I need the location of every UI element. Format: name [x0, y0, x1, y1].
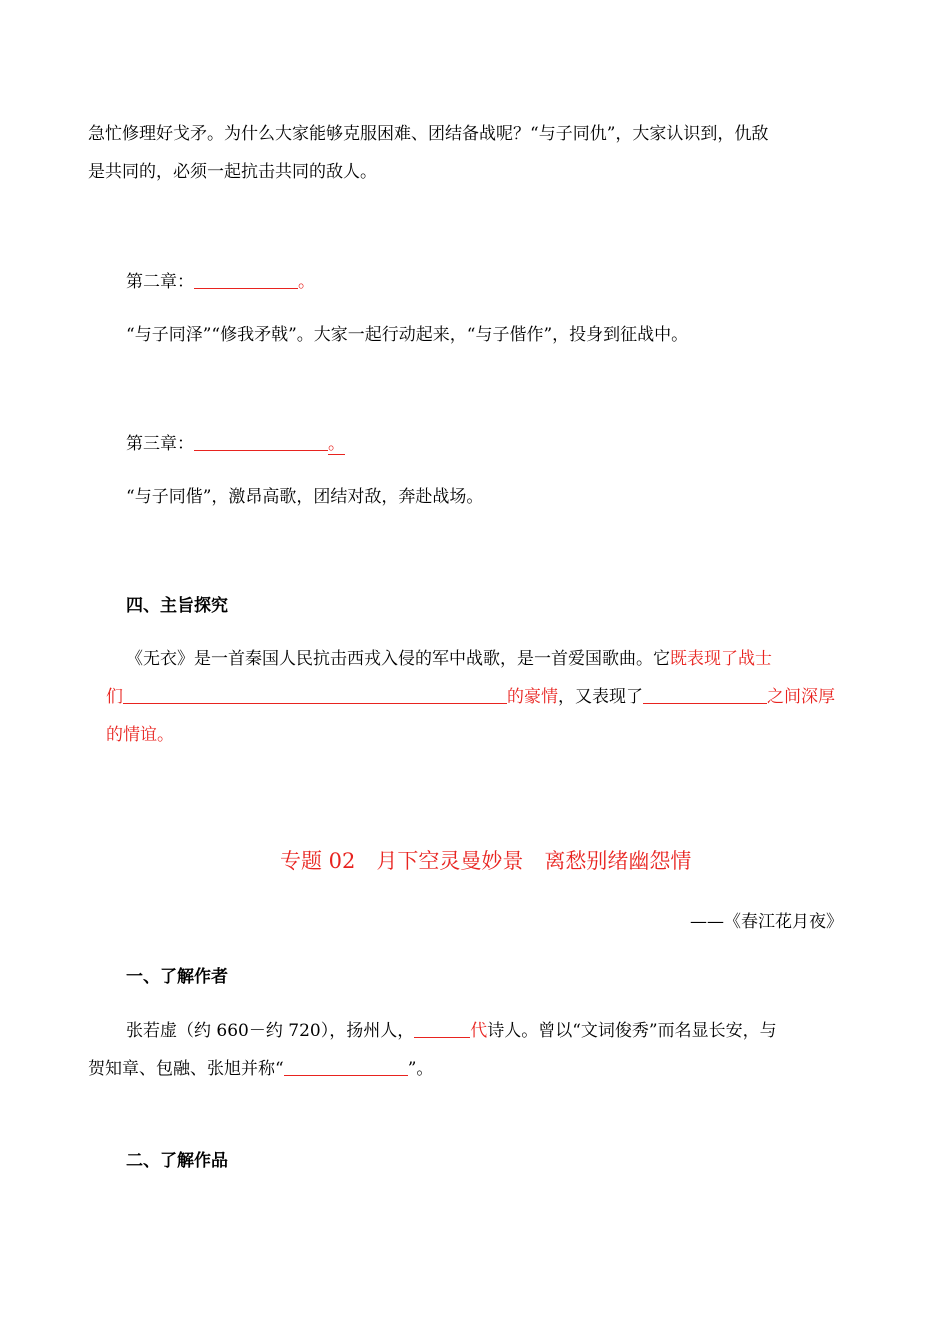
section4-para-line-3: 的情谊。 — [106, 725, 174, 745]
author-p1b: 代 — [470, 1021, 488, 1041]
intro-line-1: 急忙修理好戈矛。为什么大家能够克服困难、团结备战呢？“与子同仇”，大家认识到，仇敌 — [88, 124, 769, 144]
chapter2-end: 。 — [298, 272, 315, 292]
section4-p2d: 之间深厚 — [767, 687, 835, 707]
intro-line-2: 是共同的，必须一起抗击共同的敌人。 — [88, 162, 377, 182]
chapter3-line — [126, 432, 345, 456]
chapter2-line — [126, 270, 315, 294]
chapter2-desc: “与子同泽”“修我矛戟”。大家一起行动起来，“与子偕作”，投身到征战中。 — [126, 325, 689, 345]
chapter3-blank[interactable] — [194, 432, 328, 451]
chapter2-label: 第二章： — [126, 272, 194, 292]
topic-title: 专题 02 月下空灵曼妙景 离愁别绪幽怨情 — [280, 849, 692, 873]
section4-heading: 四、主旨探究 — [126, 596, 228, 616]
chapter2-blank[interactable] — [194, 270, 298, 289]
author-p2b: ”。 — [407, 1059, 434, 1079]
chapter3-label: 第三章： — [126, 434, 194, 454]
author-blank-dynasty[interactable] — [414, 1019, 470, 1038]
section4-blank-2[interactable] — [643, 685, 767, 704]
chapter3-end: 。 — [328, 434, 345, 454]
section4-p2a: 们 — [106, 687, 123, 707]
section4-para-line-1 — [126, 647, 772, 671]
section4-p1a: 《无衣》是一首秦国人民抗击西戎入侵的军中战歌，是一首爱国歌曲。它 — [126, 649, 670, 669]
section4-p2c: ，又表现了 — [558, 687, 643, 707]
author-heading: 一、了解作者 — [126, 967, 228, 987]
section4-p1b: 既表现了战士 — [670, 649, 772, 669]
author-p1a: 张若虚（约 660－约 720），扬州人， — [126, 1021, 415, 1041]
work-heading: 二、了解作品 — [126, 1151, 228, 1171]
section4-blank-1[interactable] — [123, 685, 507, 704]
author-para-line-2 — [88, 1057, 433, 1081]
topic-subtitle: ——《春江花月夜》 — [690, 912, 843, 932]
author-p2a: 贺知章、包融、张旭并称“ — [88, 1059, 284, 1079]
author-p1c: 诗人。曾以“文词俊秀”而名显长安，与 — [487, 1021, 777, 1041]
author-blank-title[interactable] — [284, 1057, 408, 1076]
section4-para-line-2 — [106, 685, 835, 709]
author-para-line-1 — [126, 1019, 777, 1043]
chapter3-desc: “与子同偕”，激昂高歌，团结对敌，奔赴战场。 — [126, 487, 484, 507]
section4-p2b: 的豪情 — [507, 687, 558, 707]
